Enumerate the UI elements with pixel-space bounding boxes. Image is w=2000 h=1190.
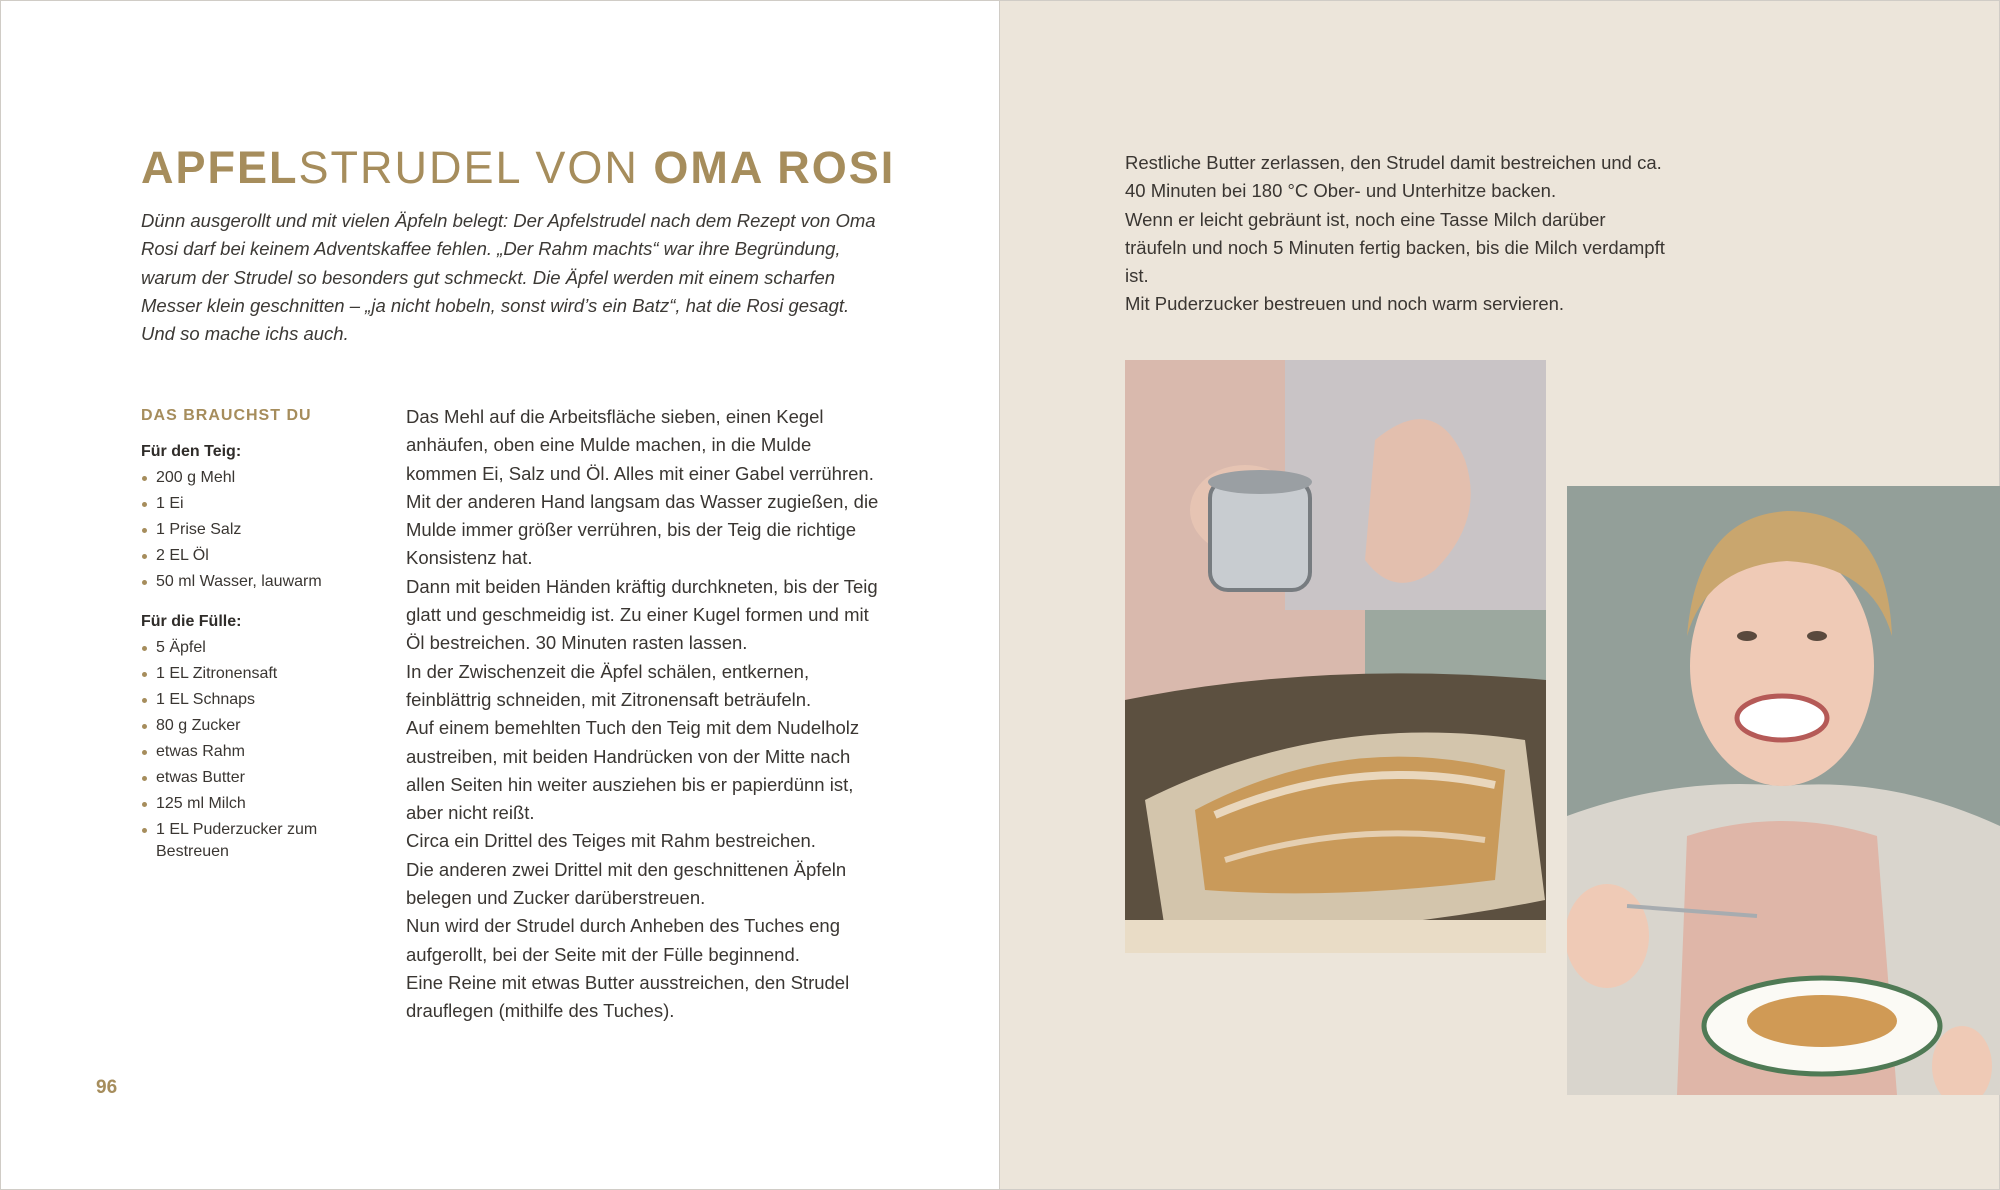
filling-list: [141, 637, 371, 863]
method-paragraph: Die anderen zwei Drittel mit den geschnittenen Äpfeln belegen und Zucker darüberstreuen.: [406, 858, 847, 909]
ingredient-item: 125 ml Milch: [141, 793, 371, 815]
bullet-icon: [142, 502, 147, 507]
ingredient-item: 200 g Mehl: [141, 467, 371, 489]
ingredient-item: 2 EL Öl: [141, 545, 371, 567]
bullet-icon: [142, 646, 147, 651]
bullet-icon: [142, 672, 147, 677]
method-text-left: [406, 403, 886, 1026]
bullet-icon: [142, 528, 147, 533]
ingredient-item: 50 ml Wasser, lauwarm: [141, 571, 371, 593]
ingredient-item: 1 EL Schnaps: [141, 689, 371, 711]
bullet-icon: [142, 698, 147, 703]
method-paragraph: Auf einem bemehlten Tuch den Teig mit dem Nudelholz austreiben, mit beiden Handrücken von der Mitte nach allen Seiten hin weiter ausziehen bis er papierdünn ist, aber nicht reißt.: [406, 717, 860, 824]
ingredients-filling: [141, 611, 371, 867]
method-paragraph: Wenn er leicht gebräunt ist, noch eine Tasse Milch darüber träufeln und noch 5 Minuten fertig backen, bis die Milch verdampft ist.: [1125, 208, 1665, 287]
photo-woman-with-strudel: [1567, 486, 2000, 1095]
method-paragraph: Restliche Butter zerlassen, den Strudel damit bestreichen und ca. 40 Minuten bei 180 °C Ober- und Unterhitze backen.: [1125, 152, 1662, 202]
ingredient-item: etwas Rahm: [141, 741, 371, 763]
recipe-title: [141, 141, 895, 195]
bullet-icon: [142, 802, 147, 807]
photo-strudel-sugar-dusting: [1125, 360, 1546, 953]
filling-label: Für die Fülle:: [141, 613, 242, 630]
ingredient-item: 80 g Zucker: [141, 715, 371, 737]
ingredient-item: etwas Butter: [141, 767, 371, 789]
method-paragraph: Dann mit beiden Händen kräftig durchkneten, bis der Teig glatt und geschmeidig ist. Zu einer Kugel formen und mit Öl bestreichen. 30 Minuten rasten lassen.: [406, 575, 878, 654]
ingredient-item: 1 Prise Salz: [141, 519, 371, 541]
ingredient-item: 5 Äpfel: [141, 637, 371, 659]
bullet-icon: [142, 776, 147, 781]
method-text-right: [1125, 149, 1665, 319]
method-paragraph: Mit Puderzucker bestreuen und noch warm servieren.: [1125, 293, 1565, 315]
page-number: 96: [96, 1077, 118, 1098]
ingredient-item: 1 EL Puderzucker zum Bestreuen: [141, 819, 336, 863]
recipe-intro: Dünn ausgerollt und mit vielen Äpfeln belegt: Der Apfelstrudel nach dem Rezept von Oma Rosi darf bei keinem Adventskaffee fehlen. „Der Rahm machts“ war ihre Begründung, warum der Strudel so besonders gut schmeckt. Die Äpfel werden mit einem scharfen Messer klein geschnitten – „ja nicht hobeln, sonst wird’s ein Batz“, hat die Rosi gesagt. Und so mache ichs auch.: [141, 210, 876, 345]
title-part-2: STRUDEL VON: [298, 142, 654, 193]
ingredients-heading: DAS BRAUCHST DU: [141, 407, 312, 424]
ingredient-item: 1 Ei: [141, 493, 371, 515]
bullet-icon: [142, 828, 147, 833]
method-paragraph: Nun wird der Strudel durch Anheben des Tuches eng aufgerollt, bei der Seite mit der Fülle beginnend.: [406, 915, 841, 965]
ingredients-dough: [141, 441, 371, 597]
bullet-icon: [142, 554, 147, 559]
ingredient-item: 1 EL Zitronensaft: [141, 663, 371, 685]
title-part-1: APFEL: [141, 142, 299, 193]
bullet-icon: [142, 580, 147, 585]
bullet-icon: [142, 724, 147, 729]
bullet-icon: [142, 750, 147, 755]
dough-label: Für den Teig:: [141, 443, 242, 460]
bullet-icon: [142, 476, 147, 481]
method-paragraph: In der Zwischenzeit die Äpfel schälen, entkernen, feinblättrig schneiden, mit Zitronensaft beträufeln.: [406, 660, 812, 710]
method-paragraph: Das Mehl auf die Arbeitsfläche sieben, einen Kegel anhäufen, oben eine Mulde machen, in die Mulde kommen Ei, Salz und Öl. Alles mit einer Gabel verrühren. Mit der anderen Hand langsam das Wasser zugießen, die Mulde immer größer verrühren, bis der Teig die richtige Konsistenz hat.: [406, 406, 879, 569]
right-page: [1000, 0, 2000, 1190]
title-part-3: OMA ROSI: [653, 142, 896, 193]
method-paragraph: Eine Reine mit etwas Butter ausstreichen, den Strudel drauflegen (mithilfe des Tuches).: [406, 971, 850, 1022]
dough-list: [141, 467, 371, 593]
method-paragraph: Circa ein Drittel des Teiges mit Rahm bestreichen.: [406, 830, 816, 852]
